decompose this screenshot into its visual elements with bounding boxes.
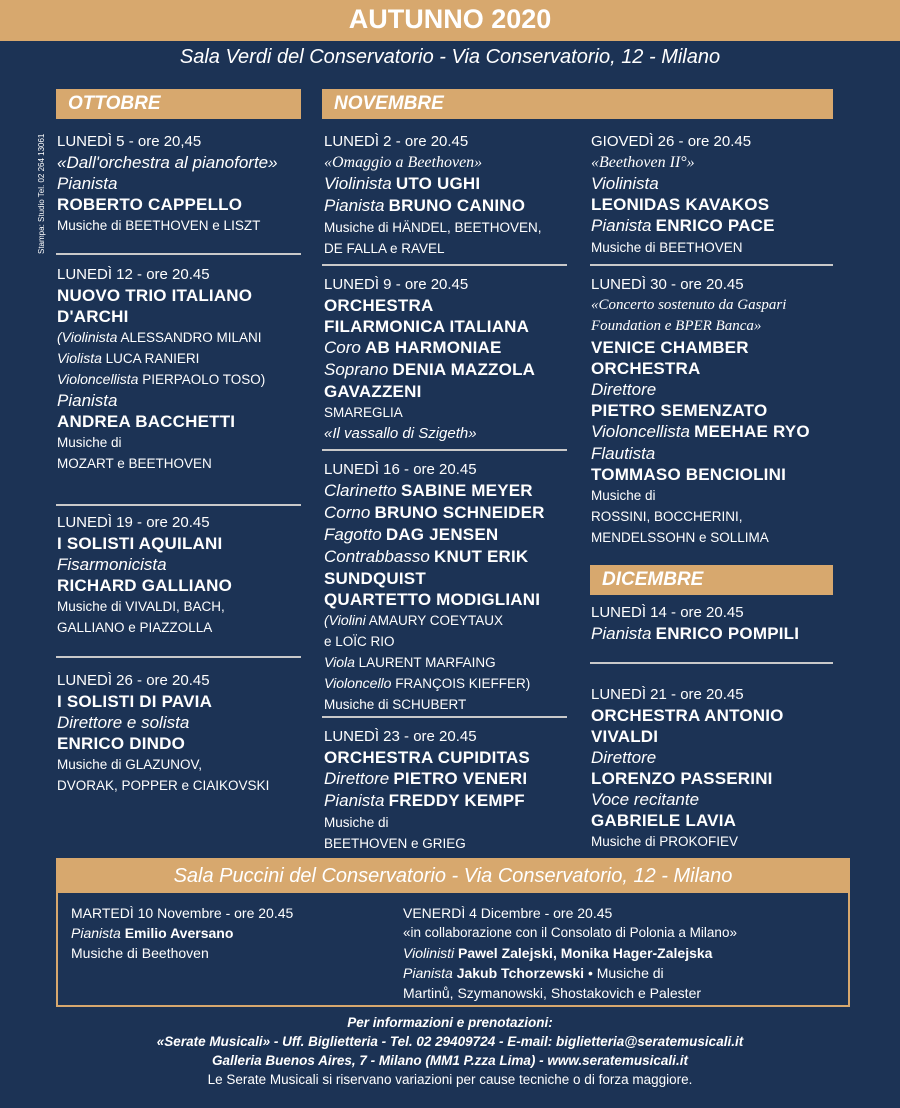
event-date: GIOVEDÌ 26 - ore 20.45 (591, 133, 752, 150)
member-name: AMAURY COEYTAUX (368, 613, 504, 628)
ensemble-name: VIVALDI (591, 727, 659, 746)
performer-role: Violoncellista (591, 422, 690, 441)
performer-name: ENRICO POMPILI (655, 624, 800, 643)
event-program: Musiche di (591, 488, 656, 503)
event-program: DVORAK, POPPER e CIAIKOVSKI (57, 778, 270, 793)
footer-contact: «Serate Musicali» - Uff. Biglietteria - Tel. 02 29409724 - E-mail: biglietteria@seratemusicali.it (156, 1034, 744, 1049)
event-novembre-23 (324, 726, 569, 854)
printer-credit: Stampa: Studio Tel. 02 264 13061 (37, 133, 46, 254)
performer-name: PIETRO SEMENZATO (591, 401, 768, 420)
performer-name: GABRIELE LAVIA (591, 811, 737, 830)
puccini-venue: Sala Puccini del Conservatorio - Via Conservatorio, 12 - Milano (173, 865, 733, 887)
event-title: «Dall'orchestra al pianoforte» (57, 153, 278, 172)
event-date: MARTEDÌ 10 Novembre - ore 20.45 (71, 905, 294, 921)
performer-role: Direttore (591, 380, 657, 399)
member-name: LUCA RANIERI (105, 351, 200, 366)
performer-name: ROBERTO CAPPELLO (57, 195, 243, 214)
event-program: Musiche di HÄNDEL, BEETHOVEN, (324, 220, 542, 235)
event-program: Musiche di (324, 815, 389, 830)
event-date: LUNEDÌ 16 - ore 20.45 (324, 461, 477, 478)
ensemble-name: FILARMONICA ITALIANA (324, 317, 530, 336)
performer-name: RICHARD GALLIANO (57, 576, 233, 595)
performer-name: LEONIDAS KAVAKOS (591, 195, 770, 214)
event-program: Musiche di PROKOFIEV (591, 834, 739, 849)
performer-role: Violinista (324, 174, 392, 193)
ensemble-name: D'ARCHI (57, 307, 129, 326)
member-role: Violoncellista (57, 371, 139, 387)
performer-role: Violinista (591, 174, 659, 193)
member-role: Viola (324, 654, 355, 670)
separator (590, 662, 833, 664)
performer-role: Direttore (591, 748, 657, 767)
performer-name: FREDDY KEMPF (388, 791, 525, 810)
month-header-novembre: NOVEMBRE (322, 89, 833, 119)
event-date: LUNEDÌ 2 - ore 20.45 (324, 133, 469, 150)
event-novembre-2 (324, 131, 569, 259)
venue-title: Sala Verdi del Conservatorio - Via Conservatorio, 12 - Milano (179, 46, 721, 68)
performer-name: AB HARMONIAE (365, 338, 502, 357)
member-role: Violista (57, 350, 102, 366)
performer-role: Coro (324, 338, 361, 357)
separator (56, 253, 301, 255)
separator (590, 264, 833, 266)
performer-role: Pianista (403, 965, 453, 981)
event-composer: SMAREGLIA (324, 405, 403, 420)
separator (322, 716, 567, 718)
performer-role: Pianista (591, 216, 652, 235)
event-novembre-16 (324, 459, 569, 715)
page-title: AUTUNNO 2020 (348, 4, 552, 34)
event-ottobre-26 (57, 670, 302, 796)
event-program: ROSSINI, BOCCHERINI, (591, 509, 743, 524)
event-dicembre-21 (591, 684, 836, 852)
performer-name: Jakub Tchorzewski (456, 965, 585, 981)
footer-address: Galleria Buenos Aires, 7 - Milano (MM1 P.zza Lima) - www.seratemusicali.it (212, 1053, 688, 1068)
performer-role: Pianista (324, 196, 385, 215)
performer-name: LORENZO PASSERINI (591, 769, 773, 788)
event-novembre-26 (591, 131, 836, 258)
performer-role: Pianista (57, 391, 118, 410)
performer-name: UTO UGHI (395, 174, 481, 193)
event-novembre-30 (591, 274, 836, 548)
event-dicembre-14 (591, 602, 836, 645)
performer-name: SUNDQUIST (324, 569, 426, 588)
separator (56, 656, 301, 658)
ensemble-name: ORCHESTRA ANTONIO (591, 706, 784, 725)
member-role: (Violinista (57, 329, 118, 345)
performer-role: Fagotto (324, 525, 382, 544)
event-date: LUNEDÌ 12 - ore 20.45 (57, 266, 210, 283)
ensemble-name: I SOLISTI AQUILANI (57, 534, 223, 553)
performer-role: Pianista (591, 624, 652, 643)
performer-name: ENRICO PACE (655, 216, 775, 235)
event-ottobre-19 (57, 512, 302, 638)
event-date: LUNEDÌ 14 - ore 20.45 (591, 604, 744, 621)
performer-role: Direttore (324, 769, 390, 788)
header-bar (0, 0, 900, 41)
performer-role: Voce recitante (591, 790, 700, 809)
month-header-dicembre: DICEMBRE (590, 565, 833, 595)
performer-name: BRUNO SCHNEIDER (374, 503, 545, 522)
performer-role: Pianista (71, 925, 121, 941)
event-date: LUNEDÌ 19 - ore 20.45 (57, 514, 210, 531)
member-name: e LOÏC RIO (324, 634, 395, 649)
puccini-header (58, 860, 848, 893)
member-name: PIERPAOLO TOSO) (142, 372, 266, 387)
event-ottobre-5 (57, 131, 302, 236)
event-date: LUNEDÌ 23 - ore 20.45 (324, 728, 477, 745)
ensemble-name: ORCHESTRA CUPIDITAS (324, 748, 530, 767)
performer-name: DAG JENSEN (385, 525, 499, 544)
event-date: VENERDÌ 4 Dicembre - ore 20.45 (403, 905, 613, 921)
performer-role: Pianista (324, 791, 385, 810)
performer-name: GAVAZZENI (324, 382, 422, 401)
event-note: «in collaborazione con il Consolato di Polonia a Milano» (403, 925, 737, 940)
separator (322, 449, 567, 451)
event-program: Musiche di VIVALDI, BACH, (57, 599, 225, 614)
footer-disclaimer: Le Serate Musicali si riservano variazioni per cause tecniche o di forza maggiore. (207, 1072, 693, 1087)
performer-role: Flautista (591, 444, 656, 463)
event-program: GALLIANO e PIAZZOLLA (57, 620, 213, 635)
member-name: FRANÇOIS KIEFFER) (395, 676, 531, 691)
event-date: LUNEDÌ 9 - ore 20.45 (324, 276, 469, 293)
month-header-ottobre: OTTOBRE (56, 89, 301, 119)
event-program: MOZART e BEETHOVEN (57, 456, 212, 471)
member-name: ALESSANDRO MILANI (120, 330, 262, 345)
performer-name: DENIA MAZZOLA (392, 360, 536, 379)
member-role: (Violini (324, 612, 366, 628)
performer-name: Emilio Aversano (124, 925, 234, 941)
performer-role: Clarinetto (324, 481, 397, 500)
event-date: LUNEDÌ 21 - ore 20.45 (591, 686, 744, 703)
separator (322, 264, 567, 266)
footer (0, 1013, 900, 1089)
event-date: LUNEDÌ 5 - ore 20,45 (57, 133, 202, 150)
puccini-section (56, 858, 850, 1007)
event-program: Musiche di BEETHOVEN (591, 240, 743, 255)
puccini-event-1 (71, 903, 391, 963)
performer-name: MEEHAE RYO (694, 422, 810, 441)
performer-role: Direttore e solista (57, 713, 190, 732)
performer-role: Contrabbasso (324, 547, 430, 566)
event-novembre-9 (324, 274, 569, 444)
performer-name: TOMMASO BENCIOLINI (591, 465, 787, 484)
event-program: Musiche di SCHUBERT (324, 697, 467, 712)
event-date: LUNEDÌ 26 - ore 20.45 (57, 672, 210, 689)
ensemble-name: ORCHESTRA (591, 359, 701, 378)
member-name: LAURENT MARFAING (358, 655, 496, 670)
event-program: • Musiche di (587, 965, 664, 981)
event-date: LUNEDÌ 30 - ore 20.45 (591, 276, 744, 293)
event-ottobre-12 (57, 264, 302, 474)
event-program: DE FALLA e RAVEL (324, 241, 445, 256)
performer-name: ANDREA BACCHETTI (57, 412, 236, 431)
event-title: «Beethoven II°» (591, 154, 695, 171)
event-title: Foundation e BPER Banca» (591, 318, 762, 334)
performer-name: ENRICO DINDO (57, 734, 186, 753)
ensemble-name: NUOVO TRIO ITALIANO (57, 286, 253, 305)
footer-info-heading: Per informazioni e prenotazioni: (347, 1015, 553, 1030)
event-program: MENDELSSOHN e SOLLIMA (591, 530, 769, 545)
performer-role: Fisarmonicista (57, 555, 167, 574)
ensemble-name: VENICE CHAMBER (591, 338, 749, 357)
ensemble-name: I SOLISTI DI PAVIA (57, 692, 213, 711)
performer-role: Violinisti (403, 945, 455, 961)
ensemble-name: QUARTETTO MODIGLIANI (324, 590, 541, 609)
event-program: BEETHOVEN e GRIEG (324, 836, 466, 851)
event-program: Musiche di (57, 435, 122, 450)
performer-name: PIETRO VENERI (393, 769, 528, 788)
performer-name: Pawel Zalejski, Monika Hager-Zalejska (458, 945, 713, 961)
performer-role: Corno (324, 503, 371, 522)
performer-name: BRUNO CANINO (388, 196, 526, 215)
performer-role: Soprano (324, 360, 389, 379)
separator (56, 504, 301, 506)
performer-role: Pianista (57, 174, 118, 193)
event-program: Musiche di BEETHOVEN e LISZT (57, 218, 261, 233)
event-program: Martinů, Szymanowski, Shostakovich e Palester (403, 985, 702, 1001)
event-program: Musiche di GLAZUNOV, (57, 757, 203, 772)
event-title: «Omaggio a Beethoven» (324, 154, 483, 171)
puccini-event-2 (403, 903, 843, 1003)
event-program: Musiche di Beethoven (71, 945, 209, 961)
event-title: «Concerto sostenuto da Gaspari (591, 297, 787, 313)
ensemble-name: ORCHESTRA (324, 296, 434, 315)
event-work: «Il vassallo di Szigeth» (324, 425, 477, 442)
performer-name: KNUT ERIK (434, 547, 529, 566)
member-role: Violoncello (324, 675, 392, 691)
performer-name: SABINE MEYER (400, 481, 533, 500)
